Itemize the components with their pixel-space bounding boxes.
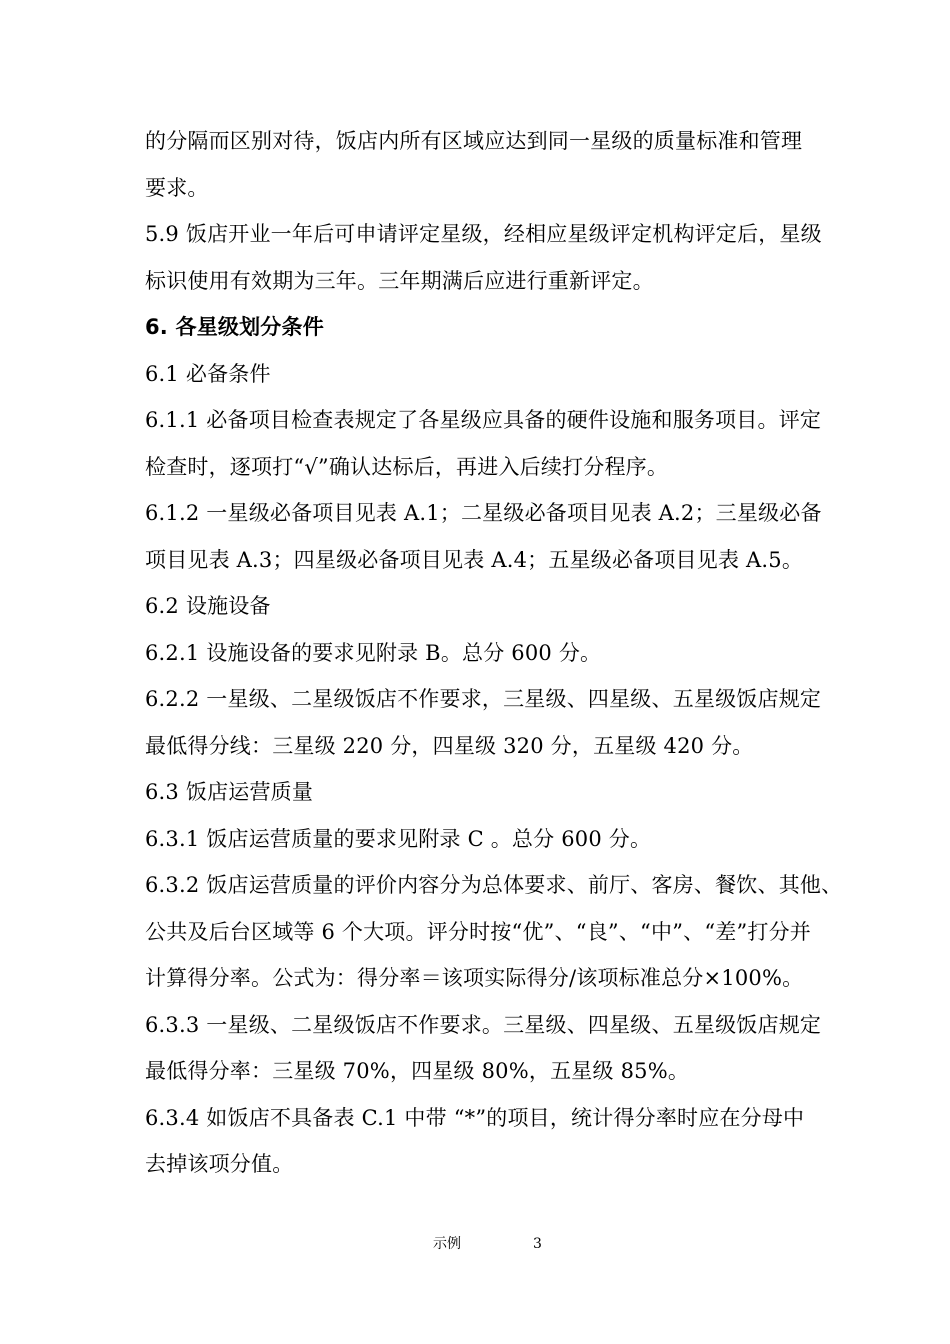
clause-6-2-2: 6.2.2 一星级、二星级饭店不作要求，三星级、四星级、五星级饭店规定 [145,687,822,711]
text-line: 的分隔而区别对待，饭店内所有区域应达到同一星级的质量标准和管理 [145,129,803,153]
section-heading-6: 6. 各星级划分条件 [145,315,324,339]
subsection-heading-6-3: 6.3 饭店运营质量 [145,780,314,804]
text-line: 公共及后台区域等 6 个大项。评分时按“优”、“良”、“中”、“差”打分并 [145,919,811,944]
clause-6-3-3: 6.3.3 一星级、二星级饭店不作要求。三星级、四星级、五星级饭店规定 [145,1012,822,1037]
subsection-heading-6-2: 6.2 设施设备 [145,594,271,618]
document-body [145,118,853,1188]
clause-6-2-1: 6.2.1 设施设备的要求见附录 B。总分 600 分。 [145,640,602,665]
clause-6-3-2: 6.3.2 饭店运营质量的评价内容分为总体要求、前厅、客房、餐饮、其他、 [145,873,843,897]
clause-6-3-4: 6.3.4 如饭店不具备表 C.1 中带 “*”的项目，统计得分率时应在分母中 [145,1105,805,1130]
clause-5-9: 5.9 饭店开业一年后可申请评定星级，经相应星级评定机构评定后，星级 [145,222,822,246]
page-number: 3 [533,1236,542,1252]
clause-6-1-1: 6.1.1 必备项目检查表规定了各星级应具备的硬件设施和服务项目。评定 [145,408,822,432]
text-line: 计算得分率。公式为：得分率＝该项实际得分/该项标准总分×100%。 [145,966,804,990]
footer-label: 示例 [433,1236,461,1252]
text-line: 检查时，逐项打“√”确认达标后，再进入后续打分程序。 [145,454,669,479]
subsection-heading-6-1: 6.1 必备条件 [145,361,271,386]
text-line: 要求。 [145,175,209,200]
clause-6-3-1: 6.3.1 饭店运营质量的要求见附录 C 。总分 600 分。 [145,826,652,851]
text-line: 去掉该项分值。 [145,1152,294,1176]
page-footer [0,1234,950,1254]
text-line: 最低得分线：三星级 220 分，四星级 320 分，五星级 420 分。 [145,733,754,758]
text-line: 标识使用有效期为三年。三年期满后应进行重新评定。 [145,268,654,293]
text-line: 最低得分率：三星级 70%，四星级 80%，五星级 85%。 [145,1059,690,1083]
text-line: 项目见表 A.3；四星级必备项目见表 A.4；五星级必备项目见表 A.5。 [145,547,804,572]
clause-6-1-2: 6.1.2 一星级必备项目见表 A.1；二星级必备项目见表 A.2；三星级必备 [145,501,822,525]
